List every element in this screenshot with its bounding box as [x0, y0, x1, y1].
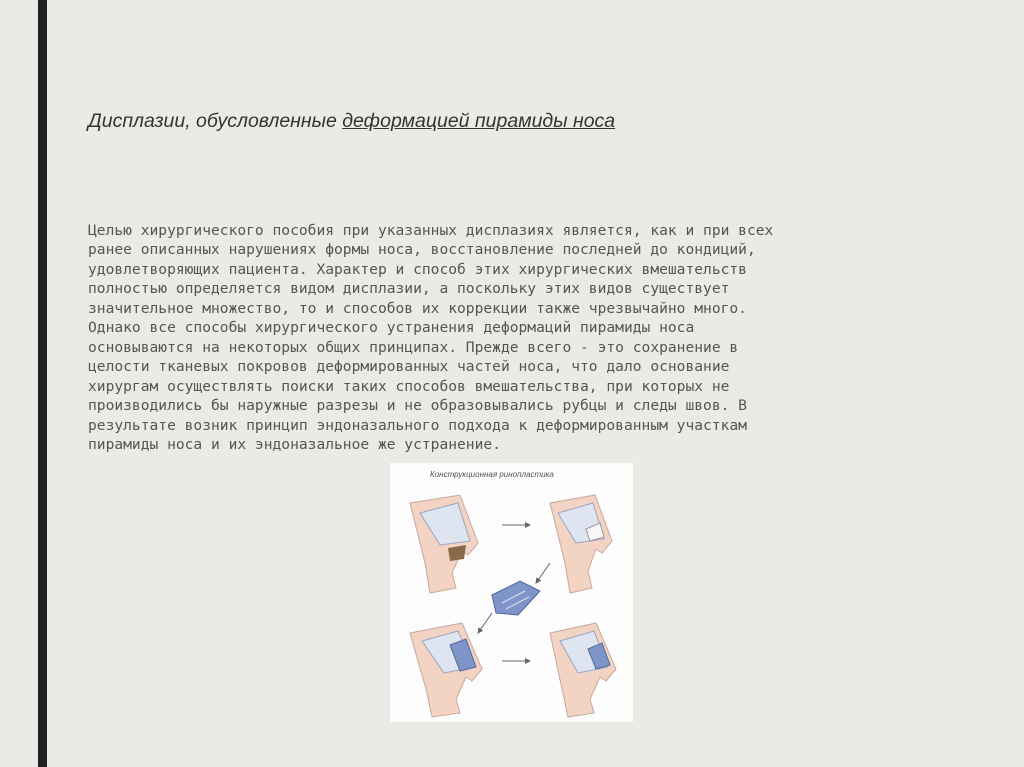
nose-profile-step3: [410, 623, 482, 717]
body-line: Однако все способы хирургического устранения деформаций пирамиды носа: [88, 319, 695, 336]
body-line: целости тканевых покровов деформированных частей носа, что дало основание: [88, 358, 730, 375]
nose-profile-step2: [550, 495, 612, 593]
body-line: результате возник принцип эндоназального подхода к деформированным участкам: [88, 416, 747, 434]
body-line: основываются на некоторых общих принципах. Прежде всего - это сохранение в: [88, 338, 739, 356]
body-line: Целью хирургического пособия при указанных дисплазиях является, как и при всех: [88, 221, 774, 239]
body-text: [88, 201, 938, 474]
body-line: удовлетворяющих пациента. Характер и способ этих хирургических вмешательств: [88, 260, 747, 278]
arrow-icon: [478, 613, 492, 633]
title-prefix: Дисплазии, обусловленные: [88, 110, 343, 132]
body-line: полностью определяется видом дисплазии, а поскольку этих видов существует: [88, 280, 730, 297]
nose-profile-after: [550, 623, 616, 717]
nose-profile-before: [410, 495, 478, 593]
body-line: значительное множество, то и способов их коррекции также чрезвычайно много.: [88, 299, 747, 317]
body-line: ранее описанных нарушениях формы носа, восстановление последней до кондиций,: [88, 241, 756, 258]
arrow-icon: [536, 563, 550, 583]
body-line: хирургам осуществлять поиски таких способов вмешательства, при которых не: [88, 377, 730, 395]
slide-title: [88, 110, 888, 133]
title-link[interactable]: деформацией пирамиды носа: [342, 110, 616, 132]
left-accent-bar: [38, 0, 47, 767]
figure-caption: Конструкционная ринопластика: [430, 470, 554, 479]
body-line: пирамиды носа и их эндоназальное же устранение.: [88, 436, 501, 453]
rhinoplasty-illustration: [390, 463, 633, 722]
implant-graft: [492, 581, 540, 615]
body-line: производились бы наружные разрезы и не образовывались рубцы и следы швов. В: [88, 397, 747, 414]
